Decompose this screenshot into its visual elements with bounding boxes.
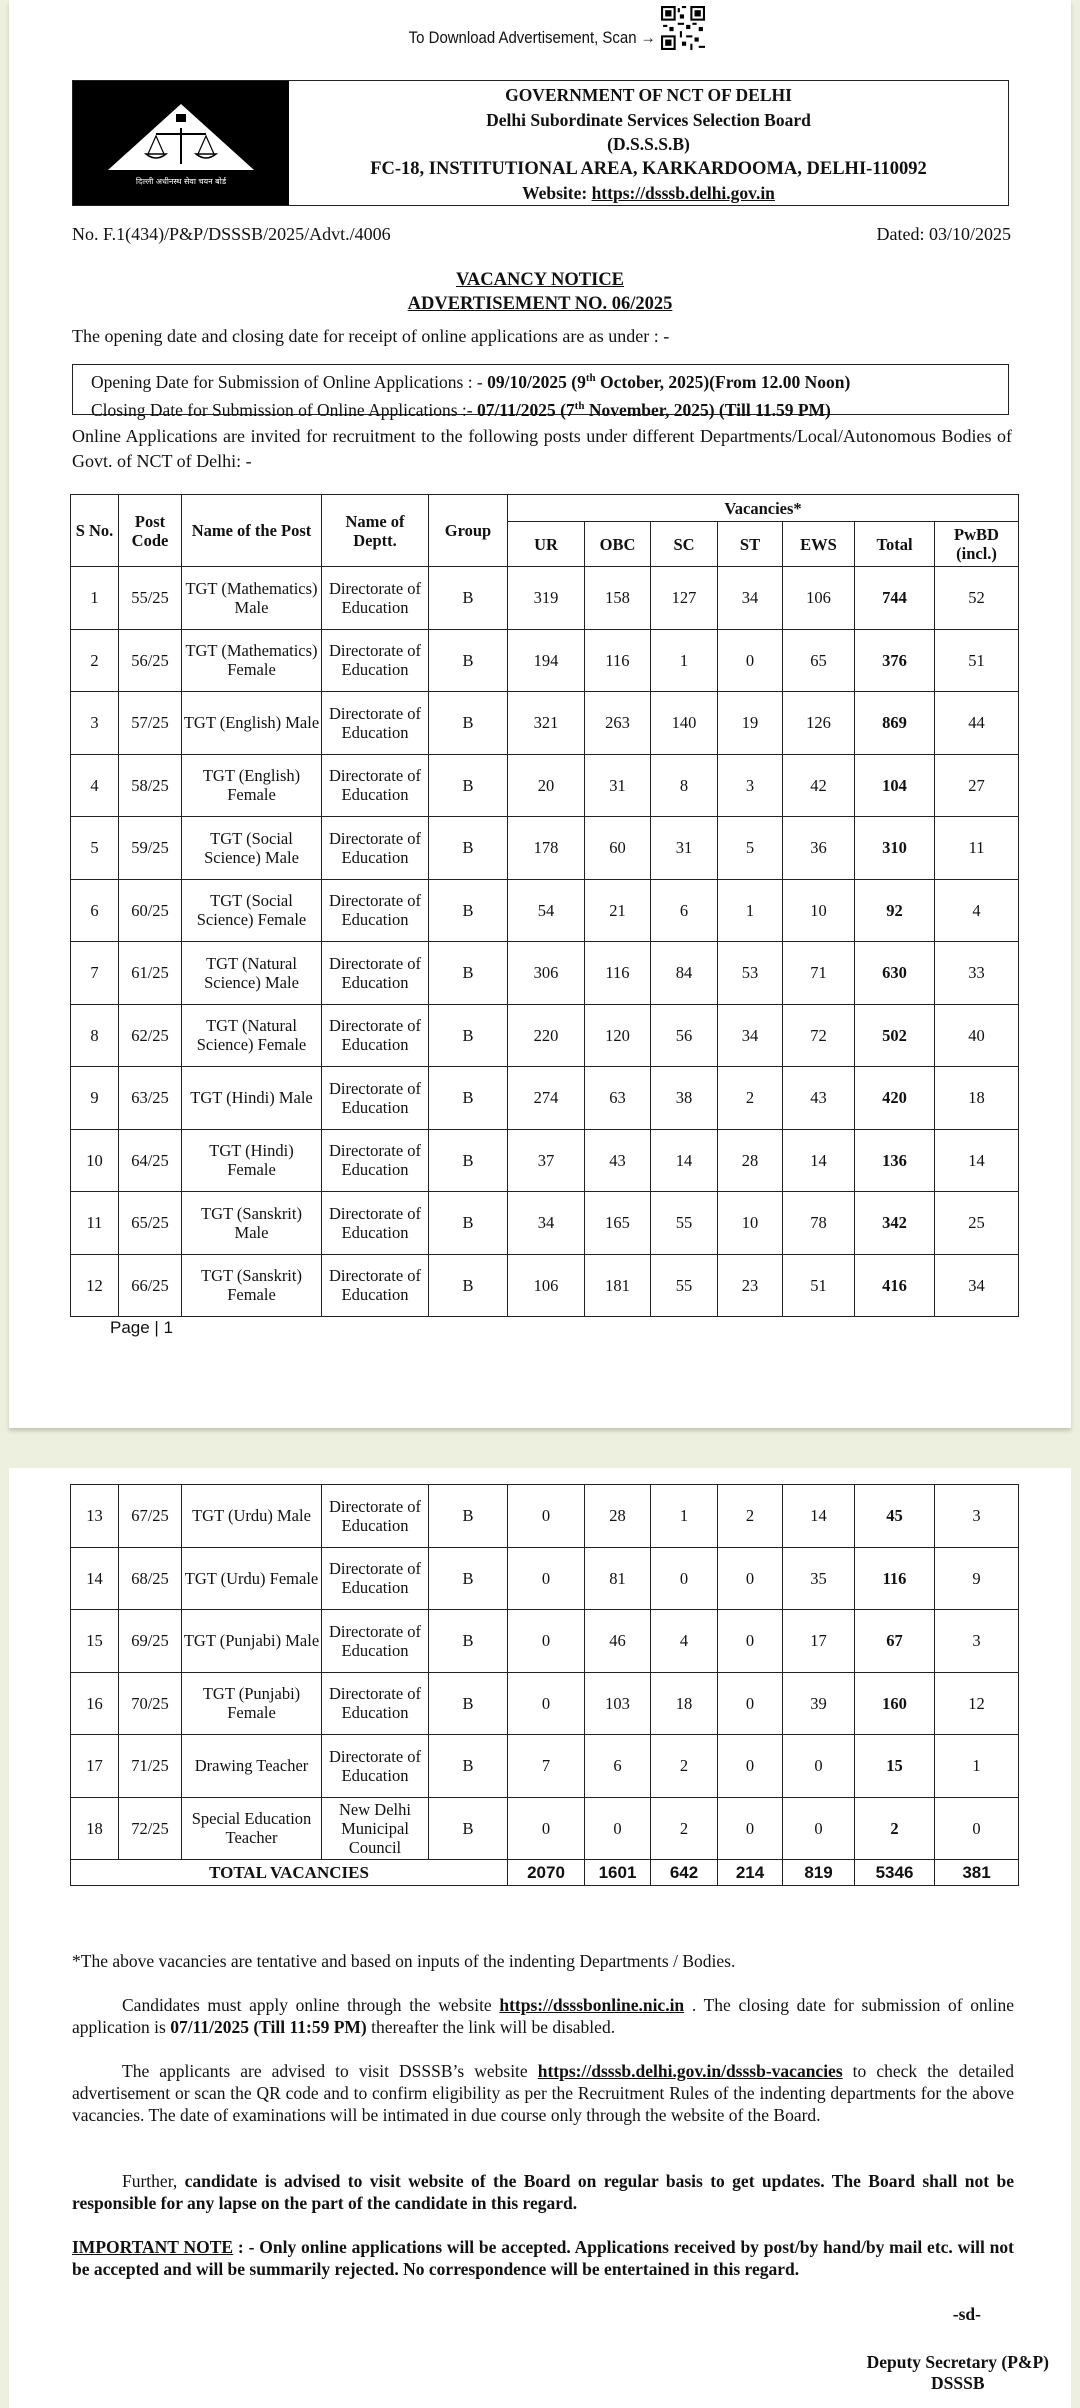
col-post-name: Name of the Post <box>182 495 322 567</box>
cell-group: B <box>429 1129 508 1192</box>
cell-post: Special Education Teacher <box>182 1797 322 1860</box>
cell-ews: 0 <box>783 1797 855 1860</box>
cell-post: TGT (Mathematics) Male <box>182 567 322 630</box>
cell-total: 2 <box>855 1797 935 1860</box>
cell-ur: 319 <box>508 567 585 630</box>
cell-st: 2 <box>718 1067 783 1130</box>
board-abbr: (D.S.S.S.B) <box>607 134 690 154</box>
cell-obc: 63 <box>585 1067 651 1130</box>
cell-obc: 120 <box>585 1004 651 1067</box>
cell-ews: 42 <box>783 754 855 817</box>
total-ews: 819 <box>783 1860 855 1886</box>
cell-pwbd: 18 <box>935 1067 1019 1130</box>
cell-dept: Directorate of Education <box>322 1547 429 1610</box>
cell-sc: 55 <box>651 1192 718 1255</box>
cell-obc: 21 <box>585 879 651 942</box>
apply-online-link[interactable]: https://dsssbonline.nic.in <box>499 1995 685 2015</box>
cell-sno: 1 <box>71 567 119 630</box>
cell-pwbd: 25 <box>935 1192 1019 1255</box>
cell-sno: 4 <box>71 754 119 817</box>
cell-group: B <box>429 692 508 755</box>
cell-sno: 2 <box>71 629 119 692</box>
cell-total: 310 <box>855 817 935 880</box>
cell-ur: 7 <box>508 1735 585 1798</box>
cell-sc: 8 <box>651 754 718 817</box>
cell-st: 34 <box>718 567 783 630</box>
cell-dept: Directorate of Education <box>322 754 429 817</box>
cell-pwbd: 12 <box>935 1672 1019 1735</box>
cell-obc: 46 <box>585 1610 651 1673</box>
cell-obc: 103 <box>585 1672 651 1735</box>
col-total: Total <box>855 522 935 567</box>
col-obc: OBC <box>585 522 651 567</box>
cell-pwbd: 27 <box>935 754 1019 817</box>
cell-sno: 17 <box>71 1735 119 1798</box>
cell-pwbd: 3 <box>935 1610 1019 1673</box>
cell-group: B <box>429 1610 508 1673</box>
total-obc: 1601 <box>585 1860 651 1886</box>
signatory-org: DSSSB <box>931 2373 985 2393</box>
col-post-code: Post Code <box>119 495 182 567</box>
cell-post: TGT (Hindi) Female <box>182 1129 322 1192</box>
cell-sc: 140 <box>651 692 718 755</box>
cell-ur: 37 <box>508 1129 585 1192</box>
cell-post: TGT (English) Female <box>182 754 322 817</box>
notice-title: VACANCY NOTICE <box>455 270 625 290</box>
cell-st: 34 <box>718 1004 783 1067</box>
cell-total: 416 <box>855 1254 935 1317</box>
table-row <box>71 879 1019 942</box>
apply-online-paragraph: Candidates must apply online through the website https://dsssbonline.nic.in . The closing date for submission of online application is 07/11/2025 (Till 11:59 PM) thereafter the link will be disabled. <box>72 1995 1014 2037</box>
cell-obc: 28 <box>585 1485 651 1548</box>
cell-st: 5 <box>718 817 783 880</box>
cell-obc: 60 <box>585 817 651 880</box>
cell-total: 342 <box>855 1192 935 1255</box>
scales-of-justice-icon <box>96 98 266 188</box>
table-row <box>71 1067 1019 1130</box>
cell-obc: 181 <box>585 1254 651 1317</box>
cell-obc: 31 <box>585 754 651 817</box>
cell-group: B <box>429 879 508 942</box>
table-row <box>71 567 1019 630</box>
cell-code: 65/25 <box>119 1192 182 1255</box>
total-vacancies-row <box>71 1860 1019 1886</box>
cell-post: TGT (Urdu) Female <box>182 1547 322 1610</box>
cell-sc: 18 <box>651 1672 718 1735</box>
cell-ews: 71 <box>783 942 855 1005</box>
col-dept: Name of Deptt. <box>322 495 429 567</box>
qr-download-prompt <box>9 6 1071 50</box>
document-page-2 <box>9 1468 1071 2408</box>
cell-dept: Directorate of Education <box>322 629 429 692</box>
vacancy-table-part-1 <box>70 494 1019 1317</box>
cell-total: 869 <box>855 692 935 755</box>
total-all: 5346 <box>855 1860 935 1886</box>
website-line <box>289 181 1008 206</box>
dsssb-logo <box>73 81 289 205</box>
cell-ur: 0 <box>508 1485 585 1548</box>
cell-sno: 16 <box>71 1672 119 1735</box>
col-sno: S No. <box>71 495 119 567</box>
cell-post: TGT (Natural Science) Male <box>182 942 322 1005</box>
document-page-1 <box>9 0 1071 1428</box>
cell-ur: 0 <box>508 1672 585 1735</box>
cell-st: 0 <box>718 1672 783 1735</box>
cell-total: 744 <box>855 567 935 630</box>
cell-pwbd: 11 <box>935 817 1019 880</box>
cell-total: 136 <box>855 1129 935 1192</box>
cell-ur: 274 <box>508 1067 585 1130</box>
cell-sno: 11 <box>71 1192 119 1255</box>
table-row <box>71 692 1019 755</box>
cell-ur: 20 <box>508 754 585 817</box>
cell-dept: Directorate of Education <box>322 567 429 630</box>
cell-ews: 126 <box>783 692 855 755</box>
cell-pwbd: 1 <box>935 1735 1019 1798</box>
cell-code: 67/25 <box>119 1485 182 1548</box>
cell-total: 104 <box>855 754 935 817</box>
cell-sc: 1 <box>651 1485 718 1548</box>
cell-dept: New Delhi Municipal Council <box>322 1797 429 1860</box>
cell-obc: 6 <box>585 1735 651 1798</box>
cell-post: TGT (English) Male <box>182 692 322 755</box>
cell-pwbd: 44 <box>935 692 1019 755</box>
cell-code: 56/25 <box>119 629 182 692</box>
cell-ews: 0 <box>783 1735 855 1798</box>
cell-post: TGT (Punjabi) Male <box>182 1610 322 1673</box>
cell-dept: Directorate of Education <box>322 1067 429 1130</box>
cell-sno: 18 <box>71 1797 119 1860</box>
table-row <box>71 1254 1019 1317</box>
cell-st: 28 <box>718 1129 783 1192</box>
cell-sc: 14 <box>651 1129 718 1192</box>
cell-ews: 17 <box>783 1610 855 1673</box>
cell-sc: 84 <box>651 942 718 1005</box>
cell-sno: 14 <box>71 1547 119 1610</box>
table-row <box>71 1610 1019 1673</box>
cell-post: TGT (Sanskrit) Male <box>182 1192 322 1255</box>
cell-total: 67 <box>855 1610 935 1673</box>
svg-text:दिल्ली अधीनस्थ सेवा चयन बोर्ड: दिल्ली अधीनस्थ सेवा चयन बोर्ड <box>135 177 227 186</box>
cell-ews: 14 <box>783 1485 855 1548</box>
advertisement-number: ADVERTISEMENT NO. 06/2025 <box>407 294 673 314</box>
cell-sno: 7 <box>71 942 119 1005</box>
cell-ur: 54 <box>508 879 585 942</box>
cell-post: TGT (Urdu) Male <box>182 1485 322 1548</box>
cell-ur: 0 <box>508 1610 585 1673</box>
cell-code: 64/25 <box>119 1129 182 1192</box>
cell-code: 72/25 <box>119 1797 182 1860</box>
cell-ews: 36 <box>783 817 855 880</box>
cell-dept: Directorate of Education <box>322 817 429 880</box>
signatory-block <box>867 2352 1049 2394</box>
cell-dept: Directorate of Education <box>322 1129 429 1192</box>
cell-ur: 106 <box>508 1254 585 1317</box>
cell-st: 0 <box>718 1797 783 1860</box>
cell-st: 10 <box>718 1192 783 1255</box>
col-ews: EWS <box>783 522 855 567</box>
cell-st: 3 <box>718 754 783 817</box>
cell-ews: 14 <box>783 1129 855 1192</box>
cell-pwbd: 40 <box>935 1004 1019 1067</box>
table-row <box>71 942 1019 1005</box>
cell-sc: 31 <box>651 817 718 880</box>
cell-ur: 306 <box>508 942 585 1005</box>
application-dates-box <box>72 364 1009 420</box>
cell-st: 23 <box>718 1254 783 1317</box>
cell-obc: 0 <box>585 1797 651 1860</box>
cell-ur: 0 <box>508 1547 585 1610</box>
cell-group: B <box>429 567 508 630</box>
cell-dept: Directorate of Education <box>322 942 429 1005</box>
cell-sc: 4 <box>651 1610 718 1673</box>
cell-st: 1 <box>718 879 783 942</box>
cell-obc: 158 <box>585 567 651 630</box>
cell-st: 2 <box>718 1485 783 1548</box>
cell-group: B <box>429 1672 508 1735</box>
cell-obc: 165 <box>585 1192 651 1255</box>
board-address: FC-18, INSTITUTIONAL AREA, KARKARDOOMA, DELHI-110092 <box>370 158 927 179</box>
cell-pwbd: 0 <box>935 1797 1019 1860</box>
cell-sc: 0 <box>651 1547 718 1610</box>
cell-ur: 220 <box>508 1004 585 1067</box>
cell-ur: 0 <box>508 1797 585 1860</box>
website-label: Website: <box>522 183 592 203</box>
cell-sno: 9 <box>71 1067 119 1130</box>
cell-code: 55/25 <box>119 567 182 630</box>
cell-group: B <box>429 1735 508 1798</box>
cell-dept: Directorate of Education <box>322 1610 429 1673</box>
cell-post: TGT (Punjabi) Female <box>182 1672 322 1735</box>
cell-sno: 13 <box>71 1485 119 1548</box>
table-row <box>71 817 1019 880</box>
cell-ur: 178 <box>508 817 585 880</box>
cell-total: 160 <box>855 1672 935 1735</box>
table-row <box>71 629 1019 692</box>
cell-obc: 43 <box>585 1129 651 1192</box>
cell-sno: 5 <box>71 817 119 880</box>
cell-pwbd: 3 <box>935 1485 1019 1548</box>
cell-pwbd: 4 <box>935 879 1019 942</box>
vacancy-footnote: *The above vacancies are tentative and based on inputs of the indenting Departments / Bodies. <box>72 1951 736 1971</box>
col-vacancies: Vacancies* <box>508 495 1019 522</box>
cell-pwbd: 14 <box>935 1129 1019 1192</box>
cell-ur: 194 <box>508 629 585 692</box>
cell-dept: Directorate of Education <box>322 879 429 942</box>
cell-code: 69/25 <box>119 1610 182 1673</box>
cell-ur: 34 <box>508 1192 585 1255</box>
cell-sno: 15 <box>71 1610 119 1673</box>
cell-dept: Directorate of Education <box>322 1254 429 1317</box>
cell-code: 61/25 <box>119 942 182 1005</box>
cell-code: 63/25 <box>119 1067 182 1130</box>
cell-group: B <box>429 629 508 692</box>
cell-sc: 6 <box>651 879 718 942</box>
col-group: Group <box>429 495 508 567</box>
cell-total: 502 <box>855 1004 935 1067</box>
cell-post: TGT (Social Science) Female <box>182 879 322 942</box>
cell-total: 376 <box>855 629 935 692</box>
cell-sc: 56 <box>651 1004 718 1067</box>
cell-dept: Directorate of Education <box>322 1672 429 1735</box>
cell-code: 68/25 <box>119 1547 182 1610</box>
notice-date: Dated: 03/10/2025 <box>876 224 1011 244</box>
col-ur: UR <box>508 522 585 567</box>
cell-sc: 2 <box>651 1735 718 1798</box>
cell-group: B <box>429 1067 508 1130</box>
govt-name: GOVERNMENT OF NCT OF DELHI <box>505 85 792 105</box>
cell-code: 59/25 <box>119 817 182 880</box>
cell-st: 0 <box>718 1610 783 1673</box>
cell-st: 0 <box>718 1735 783 1798</box>
advisory-paragraph: The applicants are advised to visit DSSSB’s website https://dsssb.delhi.gov.in/dsssb-vacancies to check the detailed advertisement or scan the QR code and to confirm eligibility as per the Recruitment Rules of the indenting departments for the above vacancies. The date of examinations will be intimated in due course only through the website of the Board. <box>72 2061 1015 2125</box>
cell-sno: 10 <box>71 1129 119 1192</box>
cell-dept: Directorate of Education <box>322 692 429 755</box>
cell-sc: 2 <box>651 1797 718 1860</box>
table-row <box>71 1129 1019 1192</box>
cell-sno: 12 <box>71 1254 119 1317</box>
cell-ews: 106 <box>783 567 855 630</box>
total-sc: 642 <box>651 1860 718 1886</box>
table-row <box>71 1797 1019 1860</box>
cell-ews: 51 <box>783 1254 855 1317</box>
cell-st: 53 <box>718 942 783 1005</box>
vacancies-page-link[interactable]: https://dsssb.delhi.gov.in/dsssb-vacancies <box>537 2061 843 2081</box>
cell-ews: 35 <box>783 1547 855 1610</box>
cell-sc: 38 <box>651 1067 718 1130</box>
closing-date-line: Closing Date for Submission of Online Applications :- 07/11/2025 (7th November, 2025) (Till 11.59 PM) <box>91 399 831 420</box>
cell-sc: 55 <box>651 1254 718 1317</box>
cell-group: B <box>429 1254 508 1317</box>
total-label: TOTAL VACANCIES <box>71 1860 508 1886</box>
cell-total: 420 <box>855 1067 935 1130</box>
cell-sno: 3 <box>71 692 119 755</box>
total-pwbd: 381 <box>935 1860 1019 1886</box>
table-row <box>71 1547 1019 1610</box>
letterhead <box>72 80 1009 206</box>
col-sc: SC <box>651 522 718 567</box>
total-st: 214 <box>718 1860 783 1886</box>
cell-group: B <box>429 1797 508 1860</box>
important-note-paragraph: IMPORTANT NOTE : - Only online applications will be accepted. Applications received by post/by hand/by mail etc. will not be accepted and will be summarily rejected. No correspondence will be entertained in this regard. <box>72 2237 1014 2279</box>
cell-sc: 1 <box>651 629 718 692</box>
table-row <box>71 1485 1019 1548</box>
table-row <box>71 1672 1019 1735</box>
cell-code: 66/25 <box>119 1254 182 1317</box>
cell-post: TGT (Natural Science) Female <box>182 1004 322 1067</box>
cell-ews: 65 <box>783 629 855 692</box>
cell-pwbd: 51 <box>935 629 1019 692</box>
cell-group: B <box>429 1547 508 1610</box>
cell-post: TGT (Social Science) Male <box>182 817 322 880</box>
cell-total: 92 <box>855 879 935 942</box>
board-name: Delhi Subordinate Services Selection Board <box>486 109 811 130</box>
important-note-label: IMPORTANT NOTE <box>72 2237 234 2257</box>
website-link[interactable]: https://dsssb.delhi.gov.in <box>591 183 775 203</box>
qr-code-icon[interactable] <box>661 6 705 50</box>
cell-group: B <box>429 1192 508 1255</box>
cell-dept: Directorate of Education <box>322 1485 429 1548</box>
cell-post: Drawing Teacher <box>182 1735 322 1798</box>
cell-total: 45 <box>855 1485 935 1548</box>
cell-code: 70/25 <box>119 1672 182 1735</box>
cell-ews: 43 <box>783 1067 855 1130</box>
cell-obc: 116 <box>585 942 651 1005</box>
cell-pwbd: 9 <box>935 1547 1019 1610</box>
cell-ews: 39 <box>783 1672 855 1735</box>
cell-code: 57/25 <box>119 692 182 755</box>
table-row <box>71 754 1019 817</box>
cell-code: 60/25 <box>119 879 182 942</box>
cell-sno: 6 <box>71 879 119 942</box>
cell-dept: Directorate of Education <box>322 1192 429 1255</box>
cell-pwbd: 33 <box>935 942 1019 1005</box>
qr-prompt-text: To Download Advertisement, Scan → <box>408 28 656 47</box>
cell-code: 62/25 <box>119 1004 182 1067</box>
cell-total: 630 <box>855 942 935 1005</box>
opening-date-line: Opening Date for Submission of Online Applications : - 09/10/2025 (9th October, 2025)(From 12.00 Noon) <box>91 371 851 392</box>
col-st: ST <box>718 522 783 567</box>
total-ur: 2070 <box>508 1860 585 1886</box>
cell-group: B <box>429 754 508 817</box>
cell-ur: 321 <box>508 692 585 755</box>
cell-st: 19 <box>718 692 783 755</box>
cell-obc: 116 <box>585 629 651 692</box>
invitation-text: Online Applications are invited for recruitment to the following posts under different Departments/Local/Autonomous Bodies of Govt. of NCT of Delhi: - <box>72 426 1012 471</box>
col-pwbd: PwBD (incl.) <box>935 522 1019 567</box>
cell-pwbd: 52 <box>935 567 1019 630</box>
vacancy-table-part-2 <box>70 1484 1019 1886</box>
cell-group: B <box>429 817 508 880</box>
cell-group: B <box>429 1485 508 1548</box>
cell-group: B <box>429 1004 508 1067</box>
cell-code: 58/25 <box>119 754 182 817</box>
cell-dept: Directorate of Education <box>322 1004 429 1067</box>
cell-st: 0 <box>718 629 783 692</box>
signatory-designation: Deputy Secretary (P&P) <box>866 2352 1049 2372</box>
table-row <box>71 1735 1019 1798</box>
cell-ews: 10 <box>783 879 855 942</box>
cell-total: 116 <box>855 1547 935 1610</box>
cell-dept: Directorate of Education <box>322 1735 429 1798</box>
cell-sc: 127 <box>651 567 718 630</box>
cell-post: TGT (Hindi) Male <box>182 1067 322 1130</box>
cell-group: B <box>429 942 508 1005</box>
intro-text: The opening date and closing date for receipt of online applications are as under : - <box>72 326 670 346</box>
table-row <box>71 1192 1019 1255</box>
cell-obc: 263 <box>585 692 651 755</box>
cell-st: 0 <box>718 1547 783 1610</box>
signature-sd: -sd- <box>952 2304 981 2324</box>
cell-code: 71/25 <box>119 1735 182 1798</box>
reference-number: No. F.1(434)/P&P/DSSSB/2025/Advt./4006 <box>72 224 391 244</box>
page-number: Page | 1 <box>110 1318 174 1337</box>
cell-obc: 81 <box>585 1547 651 1610</box>
cell-ews: 78 <box>783 1192 855 1255</box>
cell-ews: 72 <box>783 1004 855 1067</box>
cell-post: TGT (Sanskrit) Female <box>182 1254 322 1317</box>
table-row <box>71 1004 1019 1067</box>
notice-heading <box>9 268 1071 316</box>
cell-pwbd: 34 <box>935 1254 1019 1317</box>
cell-sno: 8 <box>71 1004 119 1067</box>
updates-paragraph: Further, candidate is advised to visit website of the Board on regular basis to get updates. The Board shall not be responsible for any lapse on the part of the candidate in this regard. <box>72 2171 1014 2213</box>
cell-total: 15 <box>855 1735 935 1798</box>
cell-post: TGT (Mathematics) Female <box>182 629 322 692</box>
